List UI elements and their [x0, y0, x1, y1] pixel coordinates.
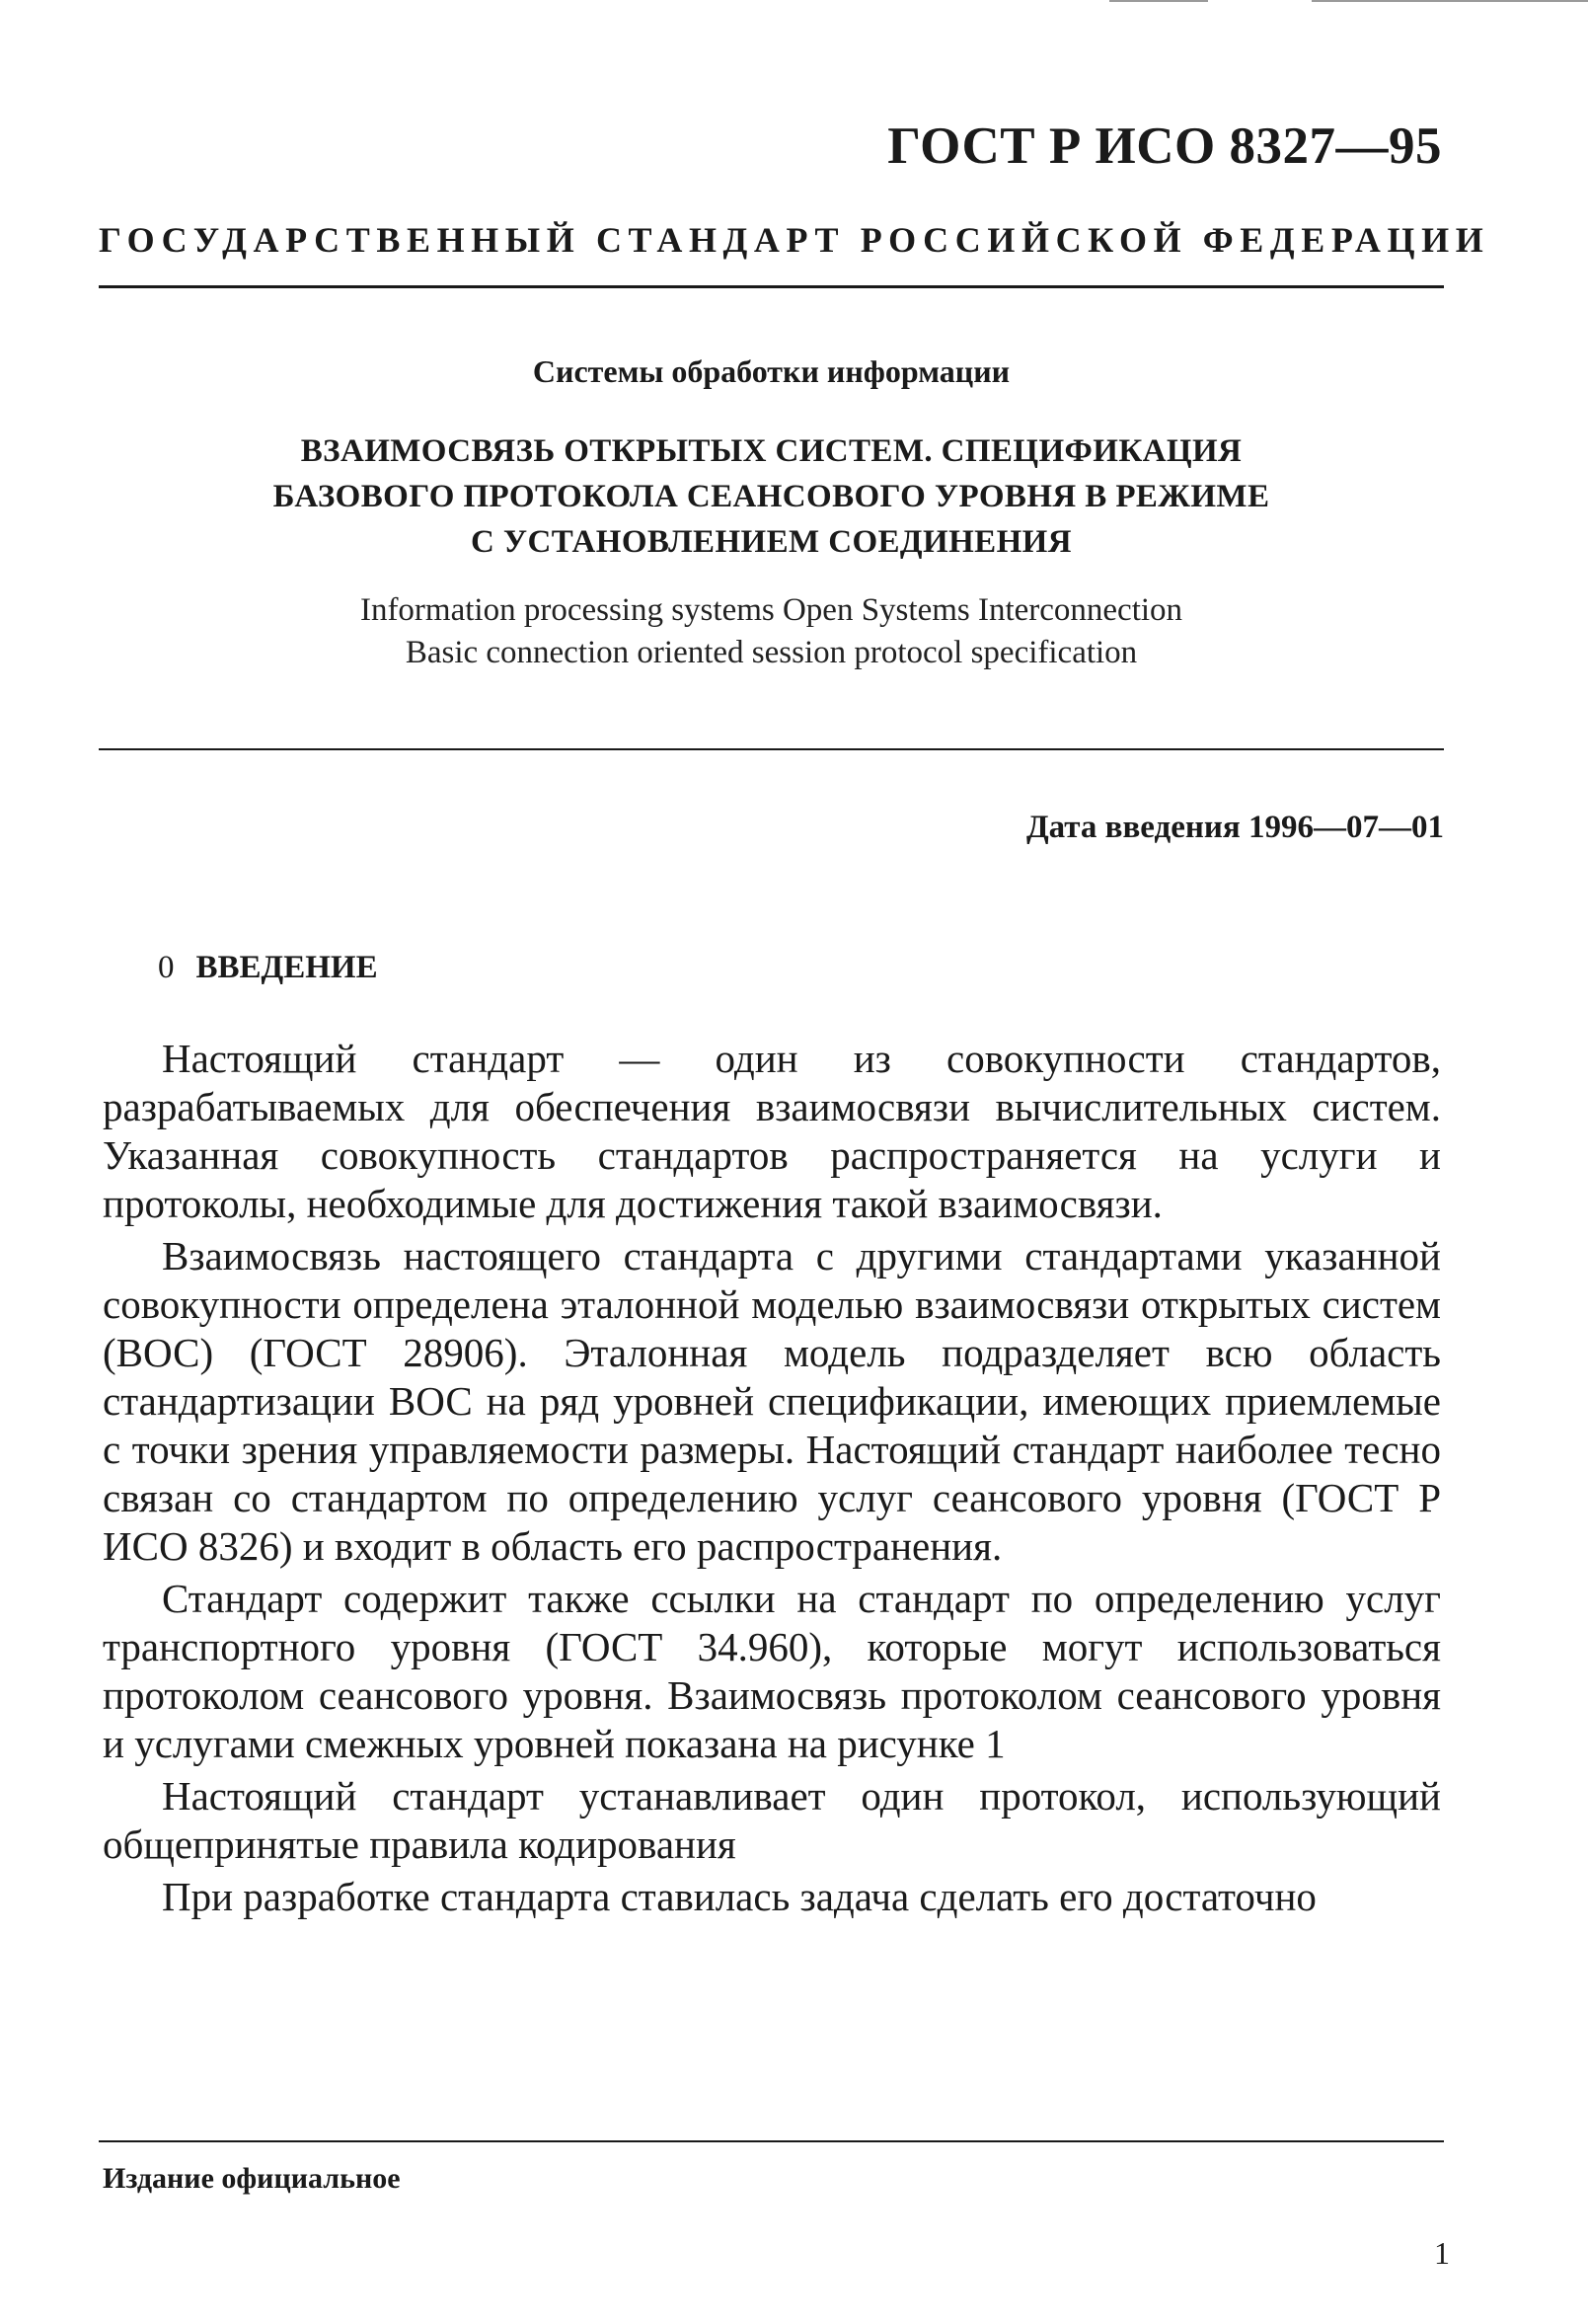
title-english-line: Basic connection oriented session protocol specification: [405, 635, 1138, 670]
header-divider: [99, 285, 1444, 288]
title-russian: [99, 428, 1444, 565]
title-english-line: Information processing systems Open Systems Interconnection: [359, 592, 1183, 628]
title-russian-line: БАЗОВОГО ПРОТОКОЛА СЕАНСОВОГО УРОВНЯ В РЕЖИМЕ: [272, 479, 1270, 514]
section-heading: [158, 950, 378, 986]
title-russian-line: С УСТАНОВЛЕНИЕМ СОЕДИНЕНИЯ: [471, 524, 1072, 560]
section-title: ВВЕДЕНИЕ: [195, 950, 378, 985]
subtitle-russian: Системы обработки информации: [532, 353, 1011, 389]
scan-edge-mark: [1312, 0, 1588, 2]
paragraph: Стандарт содержит также ссылки на стандарт по определению услуг транспортного уровня (ГОСТ 34.960), которые могут использоваться протоколом сеансового уровня. Взаимосвязь протоколом сеансового уровня и услугами смежных уровней показана на рисунке 1: [103, 1576, 1441, 1766]
paragraph: При разработке стандарта ставилась задача сделать его достаточно: [162, 1874, 1317, 1919]
paragraph: Настоящий стандарт — один из совокупности стандартов, разрабатываемых для обеспечения взаимосвязи вычислительных систем. Указанная совокупность стандартов распространяется на услуги и протоколы, необходимые для достижения такой взаимосвязи.: [103, 1036, 1441, 1226]
section-number: 0: [158, 950, 175, 985]
introduction-date: Дата введения 1996—07—01: [1025, 810, 1444, 845]
footer-divider: [99, 2140, 1444, 2142]
document-code: ГОСТ Р ИСО 8327—95: [887, 117, 1442, 175]
state-standard-heading: ГОСУДАРСТВЕННЫЙ СТАНДАРТ РОССИЙСКОЙ ФЕДЕРАЦИИ: [99, 220, 1490, 260]
title-russian-line: ВЗАИМОСВЯЗЬ ОТКРЫТЫХ СИСТЕМ. СПЕЦИФИКАЦИЯ: [300, 433, 1243, 469]
body-text: [103, 1035, 1441, 1925]
scan-edge-mark: [1109, 0, 1208, 2]
title-english: [99, 589, 1444, 674]
paragraph: Настоящий стандарт устанавливает один протокол, использующий общепринятые правила кодирования: [103, 1773, 1441, 1867]
paragraph: Взаимосвязь настоящего стандарта с другими стандартами указанной совокупности определена эталонной моделью взаимосвязи открытых систем (ВОС) (ГОСТ 28906). Эталонная модель подразделяет всю область стандартизации ВОС на ряд уровней спецификации, имеющих приемлемые с точки зрения управляемости размеры. Настоящий стандарт наиболее тесно связан со стандартом по определению услуг сеансового уровня (ГОСТ Р ИСО 8326) и входит в область его распространения.: [103, 1233, 1441, 1569]
title-divider: [99, 748, 1444, 750]
page-number: 1: [1434, 2235, 1450, 2271]
edition-label: Издание официальное: [103, 2162, 401, 2195]
